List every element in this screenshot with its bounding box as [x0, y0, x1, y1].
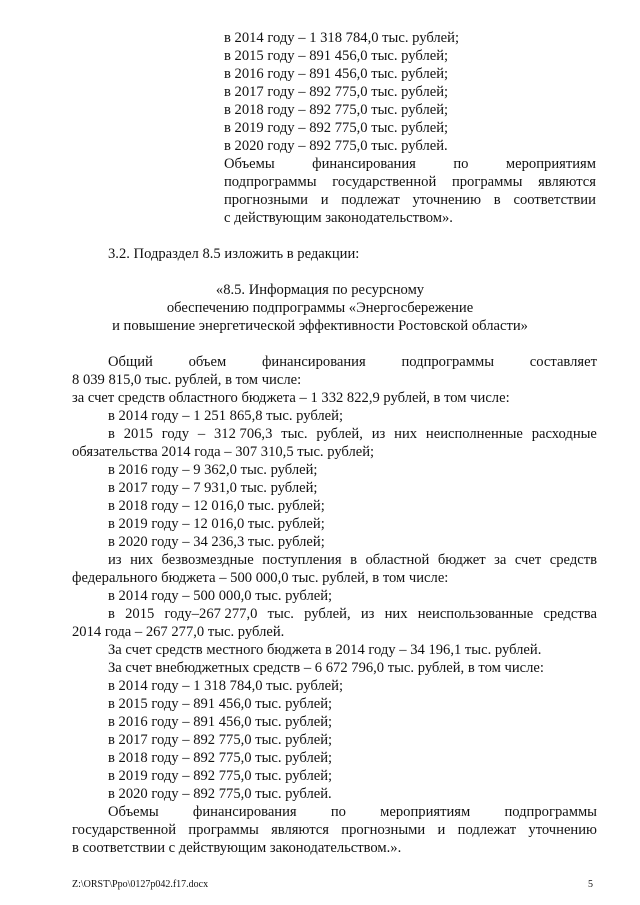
- year-line: в 2020 году – 34 236,3 тыс. рублей;: [108, 534, 325, 550]
- word: подлежат: [341, 192, 400, 208]
- word: них: [130, 552, 153, 568]
- paragraph-line: за счет средств областного бюджета – 1 332 822,9 рублей, в том числе:: [72, 390, 510, 406]
- paragraph-line: обязательства 2014 года – 307 310,5 тыс. рублей;: [72, 444, 375, 460]
- word: тыс.: [281, 426, 308, 442]
- word: составляет: [529, 354, 597, 370]
- word: являются: [271, 822, 329, 838]
- word: программы: [451, 174, 523, 190]
- year-line: в 2020 году – 892 775,0 тыс. рублей.: [108, 786, 332, 802]
- word: 2015: [123, 426, 153, 442]
- word: счет: [514, 552, 542, 568]
- paragraph-line: 2014 года – 267 277,0 тыс. рублей.: [72, 624, 285, 640]
- section-heading: и повышение энергетической эффективности Ростовской области»: [112, 318, 528, 334]
- word: мероприятиям: [380, 804, 471, 820]
- top-year-line: в 2015 году – 891 456,0 тыс. рублей;: [224, 48, 449, 64]
- year-line: в 2019 году – 12 016,0 тыс. рублей;: [108, 516, 325, 532]
- word: финансирования: [261, 354, 366, 370]
- paragraph-line: За счет внебюджетных средств – 6 672 796,0 тыс. рублей, в том числе:: [108, 660, 544, 676]
- word: в: [108, 426, 115, 442]
- word: прогнозными: [224, 192, 308, 208]
- top-note-line: с действующим законодательством».: [224, 210, 453, 226]
- top-note-line: [224, 191, 596, 209]
- word: них: [384, 606, 408, 622]
- word: из: [360, 606, 375, 622]
- page-number: 5: [588, 879, 593, 890]
- year-line: в 2018 году – 892 775,0 тыс. рублей;: [108, 750, 333, 766]
- year-line: в 2019 году – 892 775,0 тыс. рублей;: [108, 768, 333, 784]
- word: за: [494, 552, 507, 568]
- paragraph-line: [108, 551, 597, 569]
- word: и: [320, 192, 329, 208]
- paragraph-line: в соответствии с действующим законодательством.».: [72, 840, 402, 856]
- word: 312 706,3: [214, 426, 273, 442]
- paragraph-line: За счет средств местного бюджета в 2014 году – 34 196,1 тыс. рублей.: [108, 642, 542, 658]
- top-note-line: [224, 173, 596, 191]
- word: из: [371, 426, 386, 442]
- word: Общий: [108, 354, 153, 370]
- word: средств: [549, 552, 597, 568]
- top-note-line: [224, 155, 596, 173]
- word: в: [493, 192, 501, 208]
- word: из: [108, 552, 122, 568]
- paragraph-line: [72, 821, 597, 839]
- year-line: в 2014 году – 1 251 865,8 тыс. рублей;: [108, 408, 344, 424]
- year-line: в 2015 году – 891 456,0 тыс. рублей;: [108, 696, 333, 712]
- word: областной: [365, 552, 430, 568]
- word: финансирования: [312, 156, 416, 172]
- word: неисполненные: [425, 426, 523, 442]
- year-line: в 2016 году – 9 362,0 тыс. рублей;: [108, 462, 318, 478]
- word: по: [330, 804, 346, 820]
- year-line: в 2014 году – 500 000,0 тыс. рублей;: [108, 588, 333, 604]
- word: поступления: [262, 552, 342, 568]
- top-year-line: в 2017 году – 892 775,0 тыс. рублей;: [224, 84, 449, 100]
- word: –: [197, 426, 206, 442]
- word: рублей,: [304, 606, 351, 622]
- year-line: в 2018 году – 12 016,0 тыс. рублей;: [108, 498, 325, 514]
- year-line: в 2017 году – 7 931,0 тыс. рублей;: [108, 480, 318, 496]
- word: 2015: [125, 606, 155, 622]
- footer-file-path: Z:\ORST\Ppo\0127p042.f17.docx: [72, 879, 209, 890]
- year-line: в 2016 году – 891 456,0 тыс. рублей;: [108, 714, 333, 730]
- paragraph-line: [108, 353, 597, 371]
- top-year-line: в 2016 году – 891 456,0 тыс. рублей;: [224, 66, 449, 82]
- paragraph-line: [108, 605, 597, 623]
- word: в: [108, 606, 115, 622]
- word: них: [394, 426, 418, 442]
- word: объем: [188, 354, 227, 370]
- word: безвозмездные: [161, 552, 254, 568]
- section-instruction: 3.2. Подраздел 8.5 изложить в редакции:: [108, 246, 360, 262]
- word: соответствии: [513, 192, 596, 208]
- word: программы: [188, 822, 259, 838]
- word: по: [453, 156, 469, 172]
- word: году: [161, 426, 190, 442]
- word: расходные: [531, 426, 597, 442]
- word: средства: [543, 606, 597, 622]
- word: тыс.: [267, 606, 294, 622]
- word: рублей,: [316, 426, 363, 442]
- top-year-line: в 2018 году – 892 775,0 тыс. рублей;: [224, 102, 449, 118]
- word: и: [437, 822, 446, 838]
- word: государственной: [72, 822, 177, 838]
- word: в: [350, 552, 357, 568]
- word: Объемы: [224, 156, 275, 172]
- word: уточнению: [528, 822, 597, 838]
- word: подлежат: [457, 822, 517, 838]
- paragraph-line: [108, 803, 597, 821]
- word: являются: [538, 174, 596, 190]
- paragraph-line: [108, 425, 597, 443]
- section-heading: «8.5. Информация по ресурсному: [215, 282, 425, 298]
- word: Объемы: [108, 804, 159, 820]
- word: подпрограммы: [401, 354, 495, 370]
- word: финансирования: [192, 804, 297, 820]
- top-year-line: в 2014 году – 1 318 784,0 тыс. рублей;: [224, 30, 460, 46]
- word: неиспользованные: [417, 606, 534, 622]
- year-line: в 2017 году – 892 775,0 тыс. рублей;: [108, 732, 333, 748]
- word: мероприятиям: [505, 156, 596, 172]
- top-year-line: в 2020 году – 892 775,0 тыс. рублей.: [224, 138, 448, 154]
- top-year-line: в 2019 году – 892 775,0 тыс. рублей;: [224, 120, 449, 136]
- paragraph-line: 8 039 815,0 тыс. рублей, в том числе:: [72, 372, 302, 388]
- paragraph-line: федерального бюджета – 500 000,0 тыс. рублей, в том числе:: [72, 570, 449, 586]
- word: государственной: [332, 174, 437, 190]
- word: уточнению: [412, 192, 482, 208]
- word: году–267 277,0: [164, 606, 258, 622]
- year-line: в 2014 году – 1 318 784,0 тыс. рублей;: [108, 678, 344, 694]
- word: прогнозными: [341, 822, 426, 838]
- word: бюджет: [437, 552, 486, 568]
- word: подпрограммы: [224, 174, 317, 190]
- section-heading: обеспечению подпрограммы «Энергосбережение: [166, 300, 474, 316]
- word: подпрограммы: [504, 804, 597, 820]
